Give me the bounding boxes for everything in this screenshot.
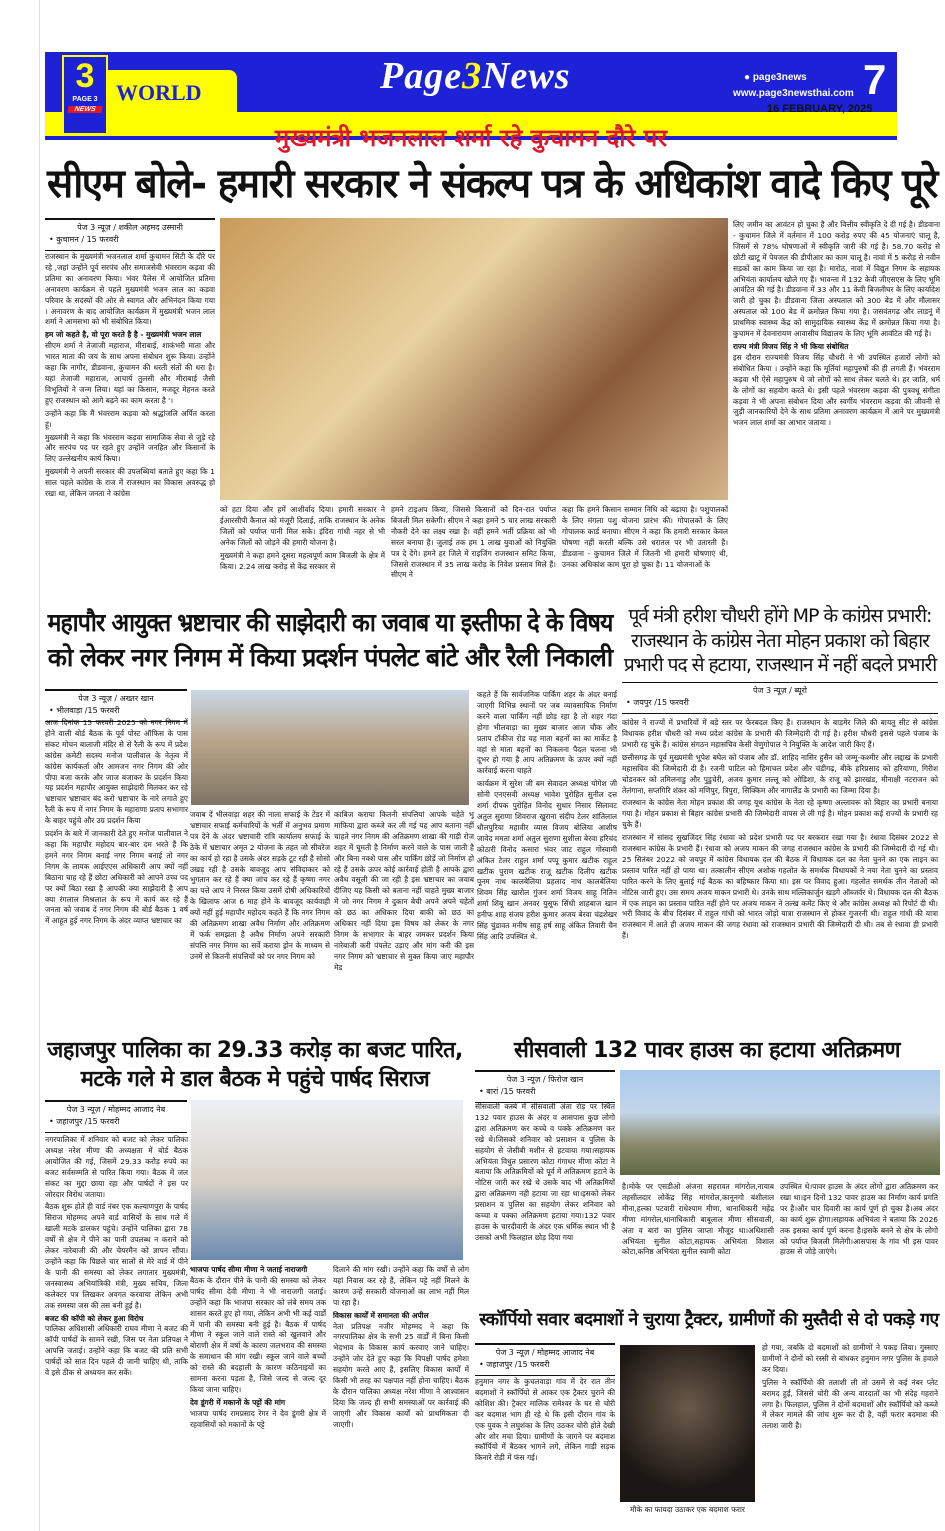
story1-col2: को हटा दिया और हमें आशीर्वाद दिया। हमारी सरकार ने ईआरसीपी कैनाल को मंजूरी दिलाई, ताकि राजस्थान के अनेक जिलों को पर्याप्त पानी मिल सके। इंदिरा गांधी नहर से भी अनेक जिलों को जोड़ने की हमारी योजना है। मुख्यमंत्री ने कहा हमने दूसरा महत्वपूर्ण काम बिजली के क्षेत्र में किया। 2.24 लाख करोड़ से केंद्र सरकार से xyxy=(220,505,385,571)
story1-col5: लिए जमीन का आवंटन हो चुका है और वित्तीय स्वीकृति दे दी गई है। डीडवाना - कुचामन जिले में वर्तमान में 100 करोड़ रुपए की 45 योजनाएं चालू है, जिसमें से 78% घोषणाओं में स्वीकृति जारी की गई है। 58.70 करोड़ से छोटी खाटू में पेयजल की डीपीआर का काम चालू है। नावां में 5 करोड़ से नवीन सड़कों का काम किया जा रहा है। मारोठ, नावां में विद्युत निगम के सहायक अभियंता कार्यालय खोले गए हैं। भावन्ता में 132 केवी जीएसएस के लिए भूमि आवंटित की गई है। डीडवाना में 33 और 11 केवी बिजलीघर के लिए कार्यादेश जारी हो चुका है। डीडवाना जिला अस्पताल को 300 बेड में और मौलासर अस्पताल को 100 बेड में क्रमोन्नत किया गया है। जसवंतगढ़ और लाडनूं में प्राथमिक स्वास्थ्य केंद्र को सामुदायिक स्वास्थ्य केंद्र में क्रमोन्नत किया गया है। कुचामन में देवनारायण आवासीय विद्यालय के लिए भूमि आवंटित की गई है। राज्य मंत्री विजय सिंह ने भी किया संबोधित इस दौरान राज्यमंत्री विजय सिंह चौधरी ने भी उपस्थित हजारों लोगों को संबोधित किया । उन्होंने कहा कि मूर्तियां महापुरुषों की ही लगती हैं। भंवरराम कड़वा भी ऐसे महापुरुष थे जो लोगों को साथ लेकर चलते थे। हर जाति, धर्म के लोगों का सहयोग करते थे। इसी पहले भंवरराम कड़वा की पुत्रवधू संगीता कड़वा ने भी अपना संबोधन दिया और स्वर्गीय भंवरराम कड़वा की जीवनी से जुड़ी जानकारियों देने के साथ प्रतिमा अनावरण कार्यक्रम में आने पर मुख्यमंत्री भजन लाल शर्मा का आभार जताया । xyxy=(733,220,940,428)
story2-col3: काबिज कराया कितनी संपत्तियां आपके चहेते भू माफिया द्वारा कब्जे कर ली गई यह आप बताना नहीं चाहते नगर निगम की अतिक्रमण शाखा की गाड़ी रोज शहर में घूमती है निर्माण करने वाले के पास जाती है और बिना नक्शे पास और पार्किंग छोड़ें जो निर्माण हो रहे हैं उसके ऊपर कोई कार्रवाई होती है आपके द्वारा अवैध वसूली की जा रही है इस भ्रष्टाचार का जवाब दीजिए यह किसी को बताना नहीं चाहते मुख्य बाजार में जो नगर निगम ने दुकान बेची अपने अपने चहेतों को छठ का अधिकार दिया बाकी को छठ का अधिकार नहीं दिया इस विषय को लेकर के नगर निगम के सभागार के बाहर जमकर प्रदर्शन किया नारेबाजी करी पंपलेट उड़ाए और मांग करी की इस नगर निगम को भ्रष्टाचार से मुक्त किया जाए महापौर मेड xyxy=(334,810,474,972)
social-handle: ● page3news xyxy=(744,72,807,83)
story3-body: कांग्रेस ने राज्यों में प्रभारियों में बड़े स्तर पर फेरबदल किए हैं। राजस्थान के बाड़मेर जिले की बायतु सीट से कांग्रेस विधायक हरीश चौधरी को मध्य प्रदेश कांग्रेस के प्रभारी की जिम्मेदारी दी गई है। हरीश चौधरी इससे पहले पंजाब के प्रभारी रह चुके हैं। कांग्रेस संगठन महासचिव केसी वेणुगोपाल ने नियुक्ति के आदेश जारी किए हैं। छत्तीसगढ़ के पूर्व मुख्यमंत्री भूपेश बघेल को पंजाब और डॉ. शाहिद नासिर हुसैन को जम्मू-कश्मीर और लद्दाख के प्रभारी महासचिव की जिम्मेदारी दी है। रजनी पाटिल को हिमाचल प्रदेश और चंडीगढ़, बीके हरिप्रसाद को हरियाणा, गिरीश चोडनकर को तमिलनाडु और पुडुचेरी, अजय कुमार लल्लू को ओडिशा, के राजू को झारखंड, मीनाक्षी नटराजन को तेलंगाना, सप्तगिरि शंकर को मणिपुर, त्रिपुरा, सिक्किम और नागालैंड के प्रभारी का जिम्मा दिया है। राजस्थान के कांग्रेस नेता मोहन प्रकाश की जगह यूथ कांग्रेस के नेता रहे कृष्णा अल्लावरू को बिहार का प्रभारी बनाया गया है। मोहन प्रकाश से बिहार कांग्रेस प्रभारी की जिम्मेदारी वापस ले ली गई है। मोहन प्रकाश कई राज्यों के प्रभारी रह चुके हैं। राजस्थान में सांसद सुखजिंदर सिंह रंधावा को प्रदेश प्रभारी पद पर बरकरार रखा गया है। रंधावा दिसंबर 2022 से राजस्थान कांग्रेस के प्रभारी हैं। रंधावा को अजय माकन की जगह राजस्थान कांग्रेस के प्रभारी की जिम्मेदारी दी गई थी। 25 सितंबर 2022 को जयपुर में कांग्रेस विधायक दल की बैठक में विधायक दल का नेता चुनने का एक लाइन का प्रस्ताव पारित नहीं हो पाया था। तत्कालीन सीएम अशोक गहलोत के समर्थक विधायकों ने नया नेता चुनने का प्रस्ताव पारित करने के लिए बुलाई गई बैठक का बहिष्कार किया था। इस पर विवाद हुआ। गहलोत समर्थक तीन नेताओं को नोटिस जारी हुए। उस समय अजय माकन प्रभारी थे। उनके साथ मल्लिकार्जुन खड़गे ऑब्जर्वर थे। विधायक दल की बैठक में एक लाइन का प्रस्ताव पारित नहीं होने पर अजय माकन ने तल्ख कमेंट किए थे और कांग्रेस अध्यक्ष को रिपोर्ट दी थी। भरी विवाद के बीच दिसंबर में राहुल गांधी को भारत जोड़ो यात्रा राजस्थान से होकर गुजरनी थी। राहुल गांधी की यात्रा राजस्थान में आते ही अजय माकन की जगह रंधावा को राजस्थान प्रभारी की जिम्मेदारी दी थी। तब से रंधावा ही प्रभारी हैं। xyxy=(622,718,938,941)
story4-col2: भाजपा पार्षद सीमा मीणा ने जताई नाराजगी बैठक के दौरान पीने के पानी की समस्या को लेकर पार्षद सीमा देवी मीणा ने भी नाराजगी जताई। उन्होंने कहा कि भाजपा सरकार को लंबे समय तक शासन करते हुए हो गया, लेकिन अभी भी कई वार्डों में पानी की समस्या बनी हुई है। बैठक में पार्षद मीणा ने स्कूल जाने वाले रास्ते को खुलवाने और बोराणी क्षेत्र में वर्षा के कारण जलभराव की समस्या के समाधान की मांग रखी। स्कूल जाने वाले बच्चों को रास्ते की बदहाली के कारण कठिनाइयों का सामना करना पड़ता है, जिसे जल्द से जल्द दूर किया जाना चाहिए। देव डूंगरी में मकानों के पट्टों की मांग भाजपा पार्षद रामप्रसाद रेगर ने देव डूंगरी क्षेत्र में रहवासियों को मकानों के पट्टे xyxy=(190,1265,326,1429)
story1-kicker: मुख्यमंत्री भजनलाल शर्मा रहे कुचामन दौरे पर xyxy=(274,124,668,152)
story1-headline: सीएम बोले- हमारी सरकार ने संकल्प पत्र के अधिकांश वादे किए पूरे xyxy=(47,161,937,207)
story1-byline: पेज 3 न्यूज़ / शकील अहमद उस्मानी • कुचामन / 15 फरवरी xyxy=(45,218,215,251)
story3 xyxy=(620,604,940,1030)
story4-byline: पेज 3 न्यूज़ / मोहम्मद आजाद नेब • जहाजपुर /15 फरवरी xyxy=(45,1100,187,1133)
story2-col1: आज दिनांक 15 फरवरी 2025 को नगर निगम में होने वाली बोर्ड बैठक के पूर्व पोस्ट ऑफिस के पास संकट मोचन बालाजी मंदिर से से रैली के रूप में प्रदेश कांग्रेस कमेटी सदस्य मनोज पालीवाल के नेतृत्व में कांग्रेस कार्यकर्ता और आमजन नगर निगम की ओर पीपा बजा करके और जाज बजाकर के प्रदर्शन किया यह प्रदर्शन महापौर आयुक्त साझेदारी मिलकर कर रहे भ्रष्टाचार भ्रष्टाचार बंद करो भ्रष्टाचार के नारे लगाते हुए रैली के रूप में नगर निगम के महाराणा प्रताप सभागार के बाहर पहुंचे और उग्र प्रदर्शन किया प्रदर्शन के बारे में जानकारी देते हुए मनोज पालीवाल ने कहा कि महापौर महोदय बार-बार दम भरते हैं कि हमने नगर निगम बनाई नगर निगम बनाई तो नगर निगम के लायक आईएएस अधिकारी आप क्यों नहीं बिठाना चाह रहे हैं छोटा अधिकारी को आपने उच्च पद पर क्यों बिठा रखा है आपकी क्या साझेदारी है आप क्या रंगलाल मिश्रलाल के रूप में कार्य कर रहे हैं जनता को जवाब दें नगर निगम की बोर्ड बैठक 1 वर्ष में आहूत हुई नगर निगम के अंदर व्याप्त भ्रष्टाचार का xyxy=(45,718,188,926)
story1-col3: हमने टाइअप किया, जिससे किसानों को दिन-रात पर्याप्त बिजली मिल सकेगी। सीएम ने कहा हमने 5 चार लाख सरकारी नौकरी देने का लक्ष्य रखा है। वहीं हमने भर्ती प्रक्रिया को भी सरल बनाया है। जुलाई तक हम 1 लाख युवाओं को नियुक्ति पत्र दे देंगे। हमने हर जिले में राइजिंग राजस्थान समिट किया, जिससे राजस्थान में 35 लाख करोड़ के निवेश प्रस्ताव मिले हैं। सीएम ने xyxy=(391,505,556,580)
page-edge xyxy=(0,0,40,1531)
story5-col1: सीसवाली कस्बे में सीसवाली अंता रोड़ पर स्थित 132 पवार हाउस के अंदर व आसपास कुछ लोगो द्वारा अतिक्रमण कर कच्चे व पक्के अतिक्रमण कर रखे थे।जिसको शनिवार को प्रसाशन व पुलिस के सहयोग से जेसीबी मशीन से हटवाया गया।सहायक अभियंता विधुत प्रसारण कोटा गंगाधर मीणा कोटा ने बताया कि अतिक्रमियों को पूर्व में अतिक्रमण हटाने के नोटिस जारी कर रखे थे उसके बाद भी अतिक्रमियों द्वारा अतिक्रमण नही हटाया जा रहा था।इसको लेकर प्रसाशन व पुलिस का सहयोग लेकर शनिवार को कच्चा व पक्का अतिक्रमण हटाया गया।132 पवार हाउस के चारदीवारी के अंदर एक धर्मिक स्थान भी है उसको अभी फिलहाल छोड़ दिया गया xyxy=(475,1102,615,1242)
story3-headline: पूर्व मंत्री हरीश चौधरी होंगे MP के कांग्रेस प्रभारी: राजस्थान के कांग्रेस नेता मोहन प्रकाश को बिहार प्रभारी पद से हटाया, राजस्थान में नहीं बदले प्रभारी xyxy=(623,605,937,677)
story6-photo-caption: मौके का फायदा उठाकर एक बदमाश फरार xyxy=(630,1505,745,1514)
story5-col2: है।मोके पर एसडीओ अंजना सहरावत मांगरोल,नायाब तहसीलदार लोकेंद्र सिंह मांगरोल,कानूनगो बंशीलाल मीना,हल्का पटवारी राधेश्याम मीणा, थानाधिकारी महेंद्र मीणा मांगरोल,थानाधिकारी बाबूलाल मीणा सीसवाली, अंता व बारां का पुलिस जाप्ता मौजूद था।अधिशासी अभियंता सुनील कोटा,सहायक अभियंता विशाल कोटा,कनिष्ठ अभियंता सुनील स्वामी कोटा xyxy=(622,1182,774,1257)
newspaper-brand: Page3News xyxy=(380,55,571,97)
story4-headline-line1: जहाजपुर पालिका का 29.33 करोड़ का बजट पारित, xyxy=(47,1038,463,1063)
story1-col4: कहा कि हमने किसान सम्मान निधि को बढ़ाया है। पशुपालकों के लिए मंगला पशु योजना प्रारंभ की। गोपालकों के लिए गोपालक कार्ड बनाया। सीएम ने कहा कि हमारी सरकार केवल घोषणा नहीं करती बल्कि उसे धरातल पर भी उतारती है। डीडवाना - कुचामन जिले में जितनी भी हमारी घोषणाएं थी, उनका अधिकांश काम पूरा हो चुका है। 11 योजनाओं के xyxy=(562,505,728,569)
story2-col4: कहते हैं कि सार्वजनिक पार्किंग शहर के अंदर बनाई जाएगी विभिन्न स्थानों पर जब व्यावसायिक निर्माण करने वाला पार्किंग नहीं छोड़ रहा है तो शहर गंदा होगा भीलवाड़ा का मुख्य बाजार आज चौक और प्रताप टॉकीज रोड यह माता बहनों का का मार्केट है वहां से माता बहनों का निकलना पैदल चलना भी दूभर हो गया है आप अतिक्रमण के ऊपर क्यों नहीं कार्रवाई करना चाहते कार्यक्रम में सुरेश जी बम सेवादल अध्यक्ष योगेश जी सोनी एनएसवी अध्यक्ष भावेश पुरोहित सुनील दत्त शर्मा दीपक पुरोहित विनोद सुथार निसार सिलावट अतुल सुराणा शिवराज खुराना संदीप टेलर शांतिलाल धौलपुरिया महावीर व्यास विजय बोलिया आशीष जावेद ममता शर्मा अतुल सुराणा सुशीला बेरवा हरिचंद कोठारी विनोद कसारा भंवर जाट राहुल गोस्वामी अंकित टेलर राहुल शर्मा पप्पू कुमार खटीक राहुल खटीक पुराण खटीक राजू खटीक दिलीप खटीक पूनम नाथ कालबेलिया प्रहलाद नाथ कालबेलिया शिवम सिंह खारोल गुंजन शर्मा विजय साहू नितिन शर्मा शिबू खान अनवर युसूफ सिंधी शाहबाज खान हनीफ शाह संजय हरीश कुमार अजय बेरवा चंद्रशेखर सिंह चुंडावत मनीष साहू हर्ष साहू अंकित तिवारी चैन सिंह आदि उपस्थित थे. xyxy=(477,690,617,941)
page3-logo: 3 PAGE 3 NEWS xyxy=(62,55,108,135)
story4-photo xyxy=(191,1100,463,1260)
story5-col3: उपस्थित थे।पावर हाउस के अंदर लोगो द्वारा अतिक्रमण कर रखा था।इन दिनों 132 पावर हाउस का निर्माण कार्य प्रगति पर है।और चार दिवारी का कार्य पूर्ण हो चुका है।अब अंदर का कार्य शुरू होगा।सहायक अभियंता ने बताया कि 2026 तक इसका कार्य पूर्ण करना है।इसके बनने से क्षेत्र के लोगो को पर्याप्त बिजली मिलेगी।आसपास के गांव भी इस पावर हाउस से जोड़े जाएंगे। xyxy=(780,1182,938,1257)
website-url: www.page3newsthai.com xyxy=(733,88,854,99)
page-number: 7 xyxy=(863,56,887,103)
story6-col2: हो गया, जबकि दो बदमाशों को ग्रामीणों ने पकड़ लिया। गुस्साए ग्रामीणों ने दोनों को रस्सी से बांधकर हनुमान नगर पुलिस के हवाले कर दिया। पुलिस ने स्कॉर्पियो की तलाशी ली तो उसमें से कई नंबर प्लेट बरामद हुईं, जिससे चोरी की अन्य वारदातों का भी संदेह गहराने लगा है। फिलहाल, पुलिस ने दोनों बदमाशों और स्कॉर्पियो को कब्जे में लेकर मामले की जांच शुरू कर दी है, वहीं फरार बदमाश की तलाश जारी है। xyxy=(762,1343,938,1431)
story5-photo xyxy=(620,1070,940,1175)
story2-col2: जवाब दें भीलवाड़ा शहर की नाला सफाई के टेंडर में भ्रष्टाचार सफाई कर्मचारियों के भर्ती में अनुभव प्रमाण पत्र देने के अंदर भ्रष्टाचारी रात्रि कार्यालय सफाई के ठेके में भ्रष्टाचार अमृत 2 योजना के तहत जो सीवरेज का कार्य हो रहा है उसके अंदर सड़के टूट रही है सोसो उखड़ रही है उसके बावजूद आप संविदाकार को भुगतान कर रहे हैं क्या जांच कर रहे हैं कृष्णा नगर का पत्ते आप ने निरस्त किया उसमें दोषी अधिकारियों के खिलाफ आज 6 माह होने के बावजूद कार्यवाही क्यों नहीं हुई महापौर महोदय कहते हैं कि नगर निगम की अतिक्रमण शाखा अवैध निर्माण और अतिक्रमण में फर्क समझता है अवैध निर्माण अपने सरकारी संपत्ति नगर निगम का सर्वे कराया ड्रोन के माध्यम से उनमें से कितनी संपत्तियों को पर नगर निगम को xyxy=(190,810,330,961)
story5-headline: सीसवाली 132 पावर हाउस का हटाया अतिक्रमण xyxy=(513,1038,901,1063)
story2-headline-line2: को लेकर नगर निगम में किया प्रदर्शन पंपलेट बांटे और रैली निकाली xyxy=(47,643,613,672)
story4-col1: नगरपालिका में शनिवार को बजट को लेकर पालिका अध्यक्ष नरेश मीणा की अध्यक्षता में बोर्ड बैठक आयोजित की गई, जिसमें 29.33 करोड़ रुपये का बजट सर्वसम्मति से पारित किया गया। बैठक में जल संकट का मुद्दा छाया रहा और पार्षदों ने इस पर जोरदार विरोध जताया। बैठक शुरू होते ही वार्ड नंबर एक कल्याणपुरा के पार्षद सिराज मोहम्मद अपने वार्ड वासियों के साथ गले में खाली मटके डालकर पहुंचे। उन्होंने पालिका द्वारा 78 वर्षों से क्षेत्र में पीने का पानी उपलब्ध न कराने को लेकर नारेबाजी की और चेयरमैन को ज्ञापन सौंपा। उन्होंने कहा कि पिछले चार सालों से मेरे वार्ड में पीने के पानी की समस्या को लेकर लगातार मुख्यमंत्री, जनस्वास्थ्य अभियांत्रिकी मंत्री, मुख्य सचिव, जिला कलेक्टर पत्र लिखकर अवगत करवाया लेकिन अभी तक समस्या जस की तस बनी हुई है। बजट की कॉपी को लेकर हुआ विरोध पालिका अधिशासी अधिकारी राघव मीणा ने बजट की कॉपी पार्षदों के सामने रखी, जिस पर नेता प्रतिपक्ष ने आपत्ति जताई। उन्होंने कहा कि बजट की प्रति सभी पार्षदों को सात दिन पहले दी जानी चाहिए थी, ताकि वे इसे ठीक से अध्ययन कर सकें। xyxy=(45,1135,188,1378)
story2-photo xyxy=(191,690,469,805)
story1-photo xyxy=(220,218,728,500)
story2-byline: पेज 3 न्यूज़ / अख्तर खान • भीलवाड़ा /15 फरवरी xyxy=(45,689,187,722)
story5-byline: पेज 3 न्यूज़ / फिरोज खान • बारां /15 फरवरी xyxy=(475,1070,615,1103)
story2-headline-line1: महापौर आयुक्त भ्रष्टाचार की साझेदारी का जवाब या इस्तीफा दे के विषय xyxy=(47,608,613,637)
story6-photo xyxy=(620,1345,755,1502)
section-label: WORLD xyxy=(116,80,202,105)
issue-date: 16 FEBRUARY, 2025 xyxy=(767,103,873,115)
story4-headline-line2: मटके गले मे डाल बैठक मे पहुंचे पार्षद सिराज xyxy=(80,1067,430,1092)
story6-byline: पेज 3 न्यूज़ / मोहम्मद आजाद नेब • जहाजपुर /15 फरवरी xyxy=(475,1343,615,1376)
story6-headline: स्कॉर्पियो सवार बदमाशों ने चुराया ट्रैक्टर, ग्रामीणों की मुस्तैदी से दो पकड़े गए xyxy=(479,1310,939,1330)
story3-byline: पेज 3 न्यूज़ / ब्यूरो • जयपुर /15 फरवरी xyxy=(622,682,938,714)
story4-col3: दिलाने की मांग रखी। उन्होंने कहा कि वर्षों से लोग यहां निवास कर रहे हैं, लेकिन पट्टे नहीं मिलने के कारण उन्हें सरकारी योजनाओं का लाभ नहीं मिल पा रहा है। विकास कार्यों में समानता की अपील नेता प्रतिपक्ष नजीर मोहम्मद ने कहा कि नगरपालिका क्षेत्र के सभी 25 वार्डों में बिना किसी भेदभाव के विकास कार्य करवाए जाने चाहिए। उन्होंने जोर देते हुए कहा कि विपक्षी पार्षद हमेशा सहयोग करते आए हैं, इसलिए विकास कार्यों में किसी भी तरह का पक्षपात नहीं होना चाहिए। बैठक के दौरान पालिका अध्यक्ष नरेश मीणा ने आश्वासन दिया कि जल्द ही सभी समस्याओं पर कार्रवाई की जाएगी और विकास कार्यों को प्राथमिकता दी जाएगी। xyxy=(333,1265,469,1429)
story1-col1: राजस्थान के मुख्यमंत्री भजनलाल शर्मा कुचामन सिटी के दौरे पर रहे ,जहां उन्होंने पूर्व सरपंच और समाजसेवी भंवरराम कड़वा की प्रतिमा का अनावरण किया। भंवर पैलेस में आयोजित प्रतिमा अनावरण कार्यक्रम से पहले मुख्यमंत्री भजन लाल का कड़वा परिवार के सदस्यों की ओर से स्वागत और अभिनंदन किया गया । अनावरण के बाद आयोजित कार्यक्रम में मुख्यमंत्री भजन लाल शर्मा ने आमसभा को भी संबोधित किया। हम जो कहते है, वो पूरा करते है है - मुख्यमंत्री भजन लाल सीएम शर्मा ने तेजाजी महाराज, मीराबाई, शाकंभरी माता और भारत माता की जय के साथ अपना संबोधन शुरू किया। उन्होंने कहा कि नागौर, डीडवाना, कुचामन की धरती संतों की धरा है। यहां तेजाजी महाराज, आचार्य तुलसी और मीराबाई जैसी विभूतियों ने जन्म लिया। यहां का किसान, मजदूर मेहनत करते हुए राजस्थान को आगे बढ़ने का काम करता है '। उन्होंने कहा कि मैं भंवरराम कड़वा को श्रद्धांजलि अर्पित करता हूं। मुख्यमंत्री ने कहा कि भंवरराम कड़वा सामाजिक सेवा से जुड़े रहे और सरपंच पद पर रहते हुए उन्होंने जनहित और किसानों के लिए उल्लेखनीय कार्य किया। मुख्यमंत्री ने अपनी सरकार की उपलब्धियां बताते हुए कहा कि 1 साल पहले कांग्रेस के राज में राजस्थान का विकास अवरुद्ध हो रखा था, लेकिन जनता ने कांग्रेस xyxy=(45,252,215,499)
story6-col1: हनुमान नगर के कुचलवाड़ा गांव में देर रात तीन बदमाशों ने स्कॉर्पियो से आकर एक ट्रैक्टर चुराने की कोशिश की। ट्रैक्टर मालिक रामेश्वर के घर से चोरी कर बदमाश भाग ही रहे थे कि इसी दौरान गांव के एक युवक ने लघुशंका के लिए उठकर चोरी होते देखी और शोर मचा दिया। ग्रामीणों के जागने पर बदमाश स्कॉर्पियो में बैठकर भागने लगे, लेकिन गाड़ी सड़क किनारे रोड़ी में फंस गई। xyxy=(475,1377,615,1463)
